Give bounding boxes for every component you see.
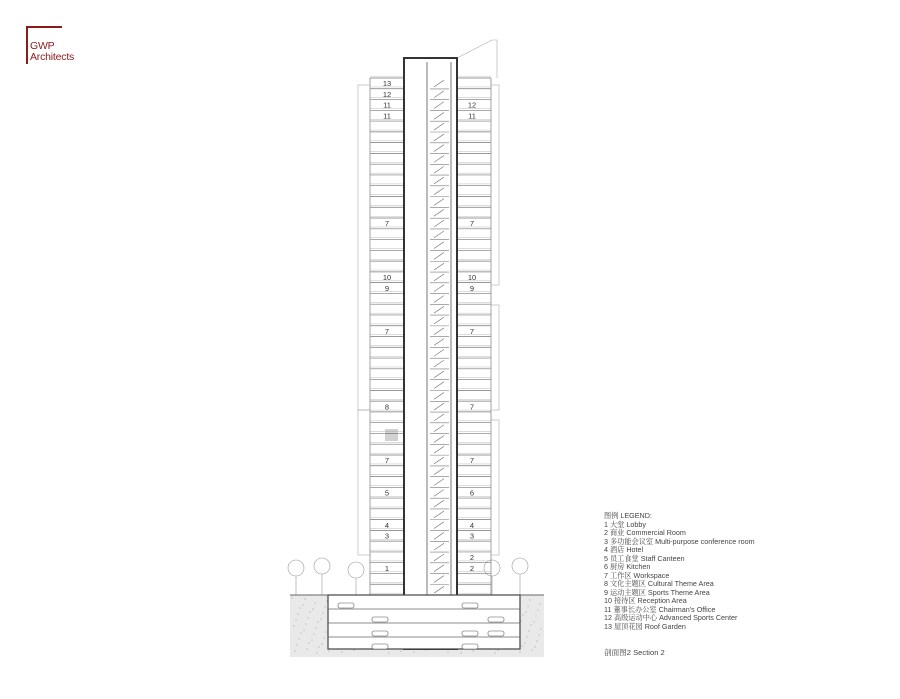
- ground-dot: [304, 598, 305, 599]
- room-label: 11: [383, 111, 391, 121]
- ground-dot: [320, 618, 321, 619]
- ground-dot: [325, 631, 326, 632]
- ground-dot: [303, 629, 304, 630]
- legend-item: 4 酒店 Hotel: [604, 545, 644, 554]
- stair-flight: [434, 543, 444, 550]
- room-label: 9: [469, 283, 475, 293]
- stair-flight: [434, 565, 444, 572]
- room-label: 9: [384, 283, 390, 293]
- ground-dot: [538, 634, 539, 635]
- ground-dot: [526, 636, 527, 637]
- ground-dot: [298, 638, 299, 639]
- stair-flight: [434, 123, 444, 130]
- stair-flight: [434, 220, 444, 227]
- stair-flight: [434, 134, 444, 141]
- stair-flight: [434, 156, 444, 163]
- legend-item: 9 运动主题区 Sports Theme Area: [604, 587, 710, 597]
- room-label: 6: [469, 488, 475, 498]
- ground-dot: [529, 599, 530, 600]
- stair-flight: [434, 414, 444, 421]
- room-label: 12: [467, 100, 477, 110]
- legend-item: 1 大堂 Lobby: [604, 519, 646, 529]
- ground-dot: [447, 651, 448, 652]
- right-cantilever-lower: [491, 420, 499, 555]
- ground-dot: [413, 651, 414, 652]
- ground-dot: [322, 612, 323, 613]
- legend-item: 12 高级运动中心 Advanced Sports Center: [604, 613, 738, 622]
- room-label: 2: [469, 563, 475, 573]
- core-walls: [404, 58, 457, 649]
- ground-dot: [295, 619, 296, 620]
- ground-dot: [309, 611, 310, 612]
- stair-flight: [434, 479, 444, 486]
- ground-dot: [539, 603, 540, 604]
- tree-canopy: [348, 562, 364, 578]
- tree-canopy: [314, 558, 330, 574]
- stair-flight: [434, 403, 444, 410]
- legend-item: 3 多功能会议室 Multi-purpose conference room: [604, 536, 755, 546]
- ground-dot: [531, 649, 532, 650]
- car: [372, 644, 388, 649]
- section-caption: 剖面图2 Section 2: [604, 648, 665, 657]
- stair-flight: [434, 306, 444, 313]
- stair-flight: [434, 576, 444, 583]
- room-label: 7: [469, 219, 475, 229]
- ground-dot: [294, 650, 295, 651]
- ground-dot: [528, 630, 529, 631]
- stair-flight: [434, 533, 444, 540]
- left-cantilever-lower: [358, 410, 370, 555]
- stair-flight: [434, 102, 444, 109]
- stair-flight: [434, 199, 444, 206]
- room-label: 13: [382, 79, 392, 89]
- ground-dot: [313, 633, 314, 634]
- legend-item: 6 厨房 Kitchen: [604, 562, 651, 571]
- stair-flight: [434, 112, 444, 119]
- car: [488, 617, 504, 622]
- stair-flight: [434, 80, 444, 87]
- room-label: 10: [382, 273, 392, 283]
- ground-dot: [341, 651, 342, 652]
- ground-dot: [533, 621, 534, 622]
- stair-flight: [434, 296, 444, 303]
- stair-flight: [434, 188, 444, 195]
- room-label: 7: [469, 326, 475, 336]
- stair-flight: [434, 489, 444, 496]
- stair-flight: [434, 500, 444, 507]
- room-label: 7: [469, 456, 475, 466]
- room-label: 4: [384, 520, 390, 530]
- ground-dot: [318, 646, 319, 647]
- logo-text-architects: Architects: [30, 51, 75, 63]
- stair-flight: [434, 166, 444, 173]
- ground-dot: [315, 627, 316, 628]
- ground-dot: [314, 602, 315, 603]
- ground-dot: [519, 651, 520, 652]
- legend: [604, 512, 894, 631]
- ground-dot: [316, 652, 317, 653]
- tree-canopy: [288, 560, 304, 576]
- stair-flight: [434, 425, 444, 432]
- ground-dot: [293, 625, 294, 626]
- stair-flight: [434, 522, 444, 529]
- ground-dot: [299, 607, 300, 608]
- ground-dot: [321, 643, 322, 644]
- car: [462, 631, 478, 636]
- car: [462, 644, 478, 649]
- tower-structure: [358, 40, 499, 649]
- stair-flight: [434, 360, 444, 367]
- ground-dot: [324, 606, 325, 607]
- ground-dot: [536, 640, 537, 641]
- ground-dot: [494, 652, 495, 653]
- room-label: 12: [382, 89, 392, 99]
- stair-flight: [434, 349, 444, 356]
- car: [338, 603, 354, 608]
- stair-flight: [434, 145, 444, 152]
- trees: [288, 558, 528, 595]
- stair-flight: [434, 554, 444, 561]
- ground-dot: [323, 637, 324, 638]
- room-label: 11: [383, 100, 391, 110]
- stair-flight: [434, 242, 444, 249]
- room-label: 5: [384, 488, 390, 498]
- legend-item: 10 接待区 Reception Area: [604, 596, 687, 605]
- stair-flight: [434, 393, 444, 400]
- room-label: 2: [469, 553, 475, 563]
- room-label: 7: [384, 326, 390, 336]
- ground-dot: [400, 650, 401, 651]
- room-label: 8: [384, 402, 390, 412]
- ground-dot: [305, 623, 306, 624]
- stair-flight: [434, 382, 444, 389]
- legend-item: 13 屋顶花园 Roof Garden: [604, 621, 686, 631]
- legend-title: 图例 LEGEND:: [604, 511, 652, 520]
- stair-flight: [434, 328, 444, 335]
- room-label: 7: [384, 219, 390, 229]
- ground-dot: [527, 605, 528, 606]
- legend-item: 8 文化主题区 Cultural Theme Area: [604, 579, 714, 588]
- stair-flight: [434, 209, 444, 216]
- ground-dot: [296, 644, 297, 645]
- ground-dot: [302, 604, 303, 605]
- car: [372, 631, 388, 636]
- ground-dot: [300, 632, 301, 633]
- stair-flight: [434, 371, 444, 378]
- stair-flight: [434, 436, 444, 443]
- ground-dot: [522, 614, 523, 615]
- ground-dot: [540, 628, 541, 629]
- stair-flight: [434, 511, 444, 518]
- stair-flight: [434, 468, 444, 475]
- legend-item: 2 商业 Commercial Room: [604, 528, 686, 537]
- ground-dot: [537, 609, 538, 610]
- stair-flight: [434, 252, 444, 259]
- ground-dot: [307, 617, 308, 618]
- ground-dot: [291, 597, 292, 598]
- stair-flight: [434, 457, 444, 464]
- stair-flight: [434, 285, 444, 292]
- stair-flight: [434, 91, 444, 98]
- room-label: 3: [469, 531, 475, 541]
- ground-dot: [525, 611, 526, 612]
- room-label: 11: [468, 111, 476, 121]
- tree-canopy: [512, 558, 528, 574]
- stair-flight: [434, 231, 444, 238]
- ground-dot: [388, 652, 389, 653]
- room-label: 7: [384, 456, 390, 466]
- left-cantilever-upper: [358, 85, 370, 410]
- right-cantilever-mid: [491, 305, 499, 410]
- ground-dot: [312, 608, 313, 609]
- stair-flight: [434, 263, 444, 270]
- ground-dot: [328, 650, 329, 651]
- ground-dot: [530, 624, 531, 625]
- car: [372, 617, 388, 622]
- right-cantilever-upper: [491, 85, 499, 285]
- ground-dot: [306, 648, 307, 649]
- stair-flight: [434, 446, 444, 453]
- ground-dot: [521, 645, 522, 646]
- logo-text-gwp: GWP: [30, 40, 55, 52]
- ground-dot: [460, 652, 461, 653]
- legend-item: 11 董事长办公室 Chairman's Office: [604, 604, 716, 614]
- room-label: 4: [469, 520, 475, 530]
- room-label: 7: [469, 402, 475, 412]
- stair-flight: [434, 586, 444, 593]
- car: [462, 603, 478, 608]
- ground-dot: [524, 642, 525, 643]
- stair-flight: [434, 339, 444, 346]
- room-label: 3: [384, 531, 390, 541]
- roof-canopy: [457, 40, 497, 78]
- car: [488, 631, 504, 636]
- stair-flight: [434, 317, 444, 324]
- ground-dot: [472, 650, 473, 651]
- stair-flight: [434, 177, 444, 184]
- room-label: 10: [467, 273, 477, 283]
- ground-dot: [317, 621, 318, 622]
- ground-dot: [311, 639, 312, 640]
- basement-parking: [328, 595, 520, 649]
- legend-item: 5 员工食堂 Staff Canteen: [604, 553, 685, 563]
- ground-dot: [534, 646, 535, 647]
- legend-item: 7 工作区 Workspace: [604, 570, 670, 580]
- ground-dot: [535, 615, 536, 616]
- ground-dot: [308, 642, 309, 643]
- stair-flight: [434, 274, 444, 281]
- room-label: 1: [384, 563, 390, 573]
- ground-dot: [297, 613, 298, 614]
